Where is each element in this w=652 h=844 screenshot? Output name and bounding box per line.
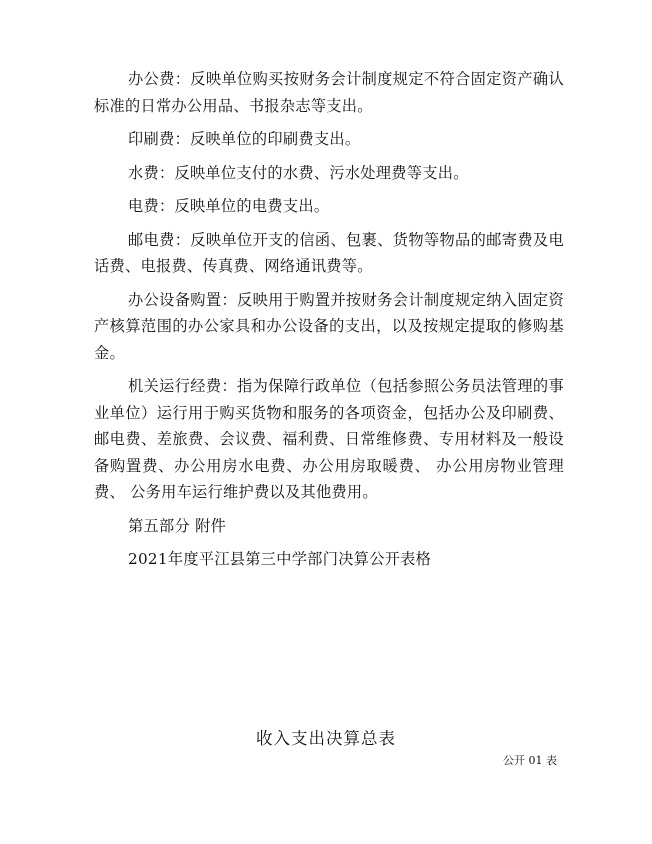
- attachment-title: 2021年度平江县第三中学部门决算公开表格: [128, 550, 432, 568]
- paragraph-office-expense: 办公费：反映单位购买按财务会计制度规定不符合固定资产确认标准的日常办公用品、书报杂志等支出。: [94, 70, 564, 115]
- body-text: [94, 66, 564, 573]
- table-title: 收入支出决算总表: [256, 729, 396, 748]
- paragraph-operating-expense: 机关运行经费：指为保障行政单位（包括参照公务员法管理的事业单位）运行用于购买货物和服务的各项资金，包括办公及印刷费、邮电费、差旅费、会议费、福利费、日常维修费、专用材料及一般设备购置费、办公用房水电费、办公用房取暖费、 办公用房物业管理费、 公务用车运行维护费以及其他费用。: [94, 377, 564, 501]
- paragraph-office-equipment: 办公设备购置：反映用于购置并按财务会计制度规定纳入固定资产核算范围的办公家具和办公设备的支出，以及按规定提取的修购基金。: [94, 290, 564, 362]
- table-number: 公开 01 表: [503, 754, 557, 767]
- section-heading-attachments: 第五部分 附件: [128, 516, 227, 535]
- paragraph-postal-expense: 邮电费：反映单位开支的信函、包裹、货物等物品的邮寄费及电话费、电报费、传真费、网络通讯费等。: [94, 230, 564, 275]
- paragraph-printing-expense: 印刷费：反映单位的印刷费支出。: [128, 130, 361, 148]
- paragraph-water-expense: 水费：反映单位支付的水费、污水处理费等支出。: [128, 163, 469, 182]
- paragraph-electricity-expense: 电费：反映单位的电费支出。: [128, 197, 330, 215]
